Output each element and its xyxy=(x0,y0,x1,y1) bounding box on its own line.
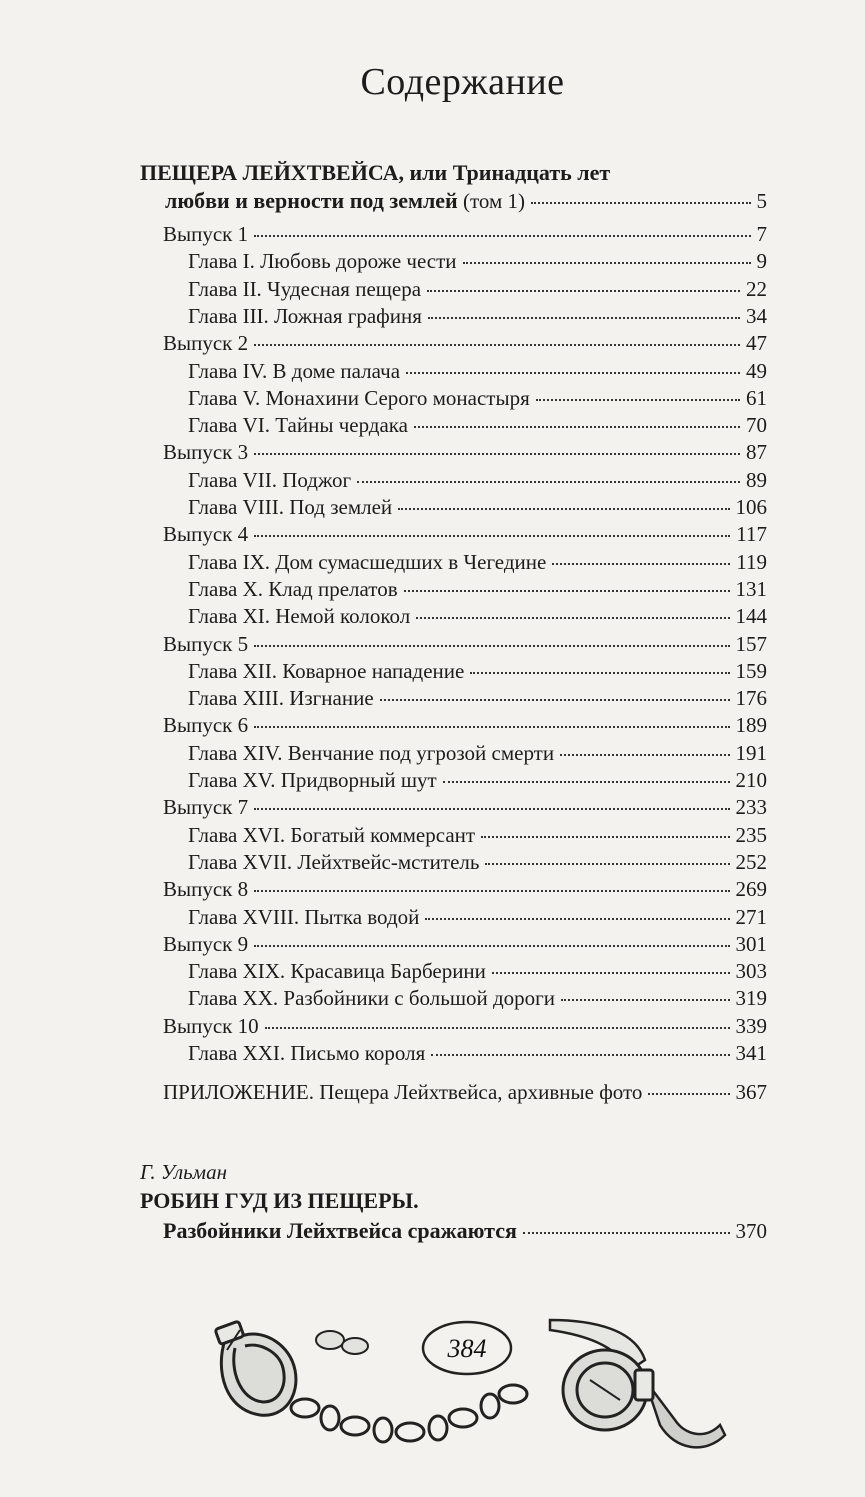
toc-issue-entry xyxy=(163,795,767,820)
entry-title: Глава VI. Тайны чердака xyxy=(188,413,409,438)
dot-leader xyxy=(416,617,729,619)
book2-title: РОБИН ГУД ИЗ ПЕЩЕРЫ. xyxy=(140,1188,419,1213)
entry-title: Выпуск 6 xyxy=(163,713,249,738)
entry-title: Выпуск 5 xyxy=(163,631,249,656)
dot-leader xyxy=(254,890,729,892)
toc-chapter-entry xyxy=(188,823,767,848)
dot-leader xyxy=(380,699,730,701)
dot-leader xyxy=(254,808,729,810)
dot-leader xyxy=(431,1054,729,1056)
dot-leader xyxy=(463,262,751,264)
toc-issue-entry xyxy=(163,222,767,247)
book2-subtitle: Разбойники Лейхтвейса сражаются xyxy=(163,1218,517,1243)
page-number: 303 xyxy=(735,959,767,984)
page-number: 144 xyxy=(735,604,767,629)
page-number: 119 xyxy=(736,549,767,574)
entry-title: Глава XIII. Изгнание xyxy=(188,686,374,711)
toc-chapter-entry xyxy=(188,604,767,629)
toc-issue-entry xyxy=(163,877,767,902)
toc-chapter-entry xyxy=(188,905,767,930)
entry-title: Глава XVII. Лейхтвейс-мститель xyxy=(188,849,480,874)
dot-leader xyxy=(406,372,740,374)
page-number: 157 xyxy=(735,631,767,656)
dot-leader xyxy=(398,508,729,510)
dot-leader xyxy=(254,235,750,237)
entry-title: Глава V. Монахини Серого монастыря xyxy=(188,385,530,410)
entry-title: Глава VIII. Под землей xyxy=(188,495,393,519)
dot-leader xyxy=(523,1232,730,1234)
page-number-text: 384 xyxy=(447,1334,487,1363)
entry-title: Глава XX. Разбойники с большой дороги xyxy=(188,986,556,1011)
toc-chapter-entry xyxy=(188,249,767,274)
toc-chapter-entry xyxy=(188,768,767,793)
entry-title: Выпуск 7 xyxy=(163,795,249,820)
book2-author: Г. Ульман xyxy=(140,1160,227,1184)
page-number: 233 xyxy=(735,795,767,820)
shackles-ornament xyxy=(205,1300,735,1460)
toc-chapter-entry xyxy=(188,468,767,493)
entry-title: Глава XVI. Богатый коммерсант xyxy=(188,822,476,847)
page-number: 367 xyxy=(735,1080,767,1105)
page-number: 189 xyxy=(735,713,767,738)
page-number: 89 xyxy=(746,467,767,492)
entry-title: Выпуск 10 xyxy=(163,1013,259,1038)
toc-chapter-entry xyxy=(188,386,767,411)
dot-leader xyxy=(254,453,740,455)
dot-leader xyxy=(481,836,729,838)
entry-title: Глава I. Любовь дороже чести xyxy=(188,249,457,274)
toc-issue-entry xyxy=(163,1014,767,1039)
toc-chapter-entry xyxy=(188,413,767,438)
entry-title: Глава VII. Поджог xyxy=(188,467,352,492)
page-number: 159 xyxy=(735,658,767,683)
entry-title: Глава IV. В доме палача xyxy=(188,358,401,383)
toc-issue-entry xyxy=(163,713,767,738)
page-number: 49 xyxy=(746,358,767,383)
entry-title: Глава XIV. Венчание под угрозой смерти xyxy=(188,740,555,765)
page-number: 47 xyxy=(746,331,767,356)
entry-title: Глава XVIII. Пытка водой xyxy=(188,904,420,929)
dot-leader xyxy=(427,290,740,292)
page-number: 269 xyxy=(735,877,767,902)
toc-issue-entry xyxy=(163,1080,767,1105)
page-title: Содержание xyxy=(360,61,565,103)
book1-title-line2-text: любви и верности под землей (том 1) xyxy=(165,188,526,213)
page-number: 117 xyxy=(736,522,767,547)
toc-chapter-entry xyxy=(188,741,767,766)
dot-leader xyxy=(560,754,729,756)
dot-leader xyxy=(428,317,740,319)
book1-title-line1: ПЕЩЕРА ЛЕЙХТВЕЙСА, или Тринадцать лет xyxy=(140,160,611,185)
page-number: 22 xyxy=(746,276,767,301)
page-number: 70 xyxy=(746,413,767,438)
dot-leader xyxy=(552,563,730,565)
dot-leader xyxy=(254,726,729,728)
toc-chapter-entry xyxy=(188,959,767,984)
page-number: 252 xyxy=(735,849,767,874)
entry-title: Глава X. Клад прелатов xyxy=(188,576,398,601)
page-number: 191 xyxy=(735,740,767,765)
entry-title: Глава III. Ложная графиня xyxy=(188,303,422,328)
entry-title: Глава XXI. Письмо короля xyxy=(188,1041,426,1065)
dot-leader xyxy=(492,972,730,974)
dot-leader xyxy=(470,672,729,674)
book1-title-line2 xyxy=(165,188,767,214)
page-number: 9 xyxy=(756,249,767,274)
toc-issue-entry xyxy=(163,331,767,356)
toc-chapter-entry xyxy=(188,495,767,520)
dot-leader xyxy=(485,863,729,865)
toc-chapter-entry xyxy=(188,550,767,575)
page-number: 176 xyxy=(735,686,767,711)
page-number-badge xyxy=(423,1322,511,1374)
page-number: 34 xyxy=(746,303,767,328)
entry-title: Выпуск 2 xyxy=(163,331,249,356)
toc-chapter-entry xyxy=(188,686,767,711)
page-number: 370 xyxy=(735,1219,767,1243)
page-number: 319 xyxy=(735,986,767,1011)
dot-leader xyxy=(254,535,730,537)
dot-leader xyxy=(254,945,729,947)
dot-leader xyxy=(536,399,740,401)
dot-leader xyxy=(425,918,729,920)
toc-chapter-entry xyxy=(188,577,767,602)
page-number: 271 xyxy=(735,904,767,929)
toc-chapter-entry xyxy=(188,304,767,329)
dot-leader xyxy=(357,481,740,483)
toc-chapter-entry xyxy=(188,1041,767,1066)
page-number: 210 xyxy=(735,768,767,792)
dot-leader xyxy=(531,202,750,204)
dot-leader xyxy=(254,344,740,346)
entry-title: Выпуск 4 xyxy=(163,522,249,547)
page-number: 339 xyxy=(735,1013,767,1038)
toc-chapter-entry xyxy=(188,986,767,1011)
dot-leader xyxy=(648,1093,729,1095)
dot-leader xyxy=(265,1027,730,1029)
book2-subtitle-line xyxy=(163,1218,767,1244)
toc-chapter-entry xyxy=(188,277,767,302)
page-number: 106 xyxy=(735,495,767,519)
entry-title: ПРИЛОЖЕНИЕ. Пещера Лейхтвейса, архивные фото xyxy=(163,1080,643,1105)
entry-title: Выпуск 8 xyxy=(163,877,249,902)
page-number: 235 xyxy=(735,822,767,847)
shackle-left-icon xyxy=(215,1321,296,1415)
entry-title: Глава IX. Дом сумасшедших в Чегедине xyxy=(188,549,547,574)
page-number: 131 xyxy=(735,576,767,601)
page-number: 87 xyxy=(746,440,767,465)
entry-title: Выпуск 3 xyxy=(163,440,249,465)
entry-title: Глава XV. Придворный шут xyxy=(188,768,437,792)
toc-issue-entry xyxy=(163,932,767,957)
dot-leader xyxy=(404,590,730,592)
dot-leader xyxy=(254,645,729,647)
chain-icon xyxy=(291,1385,527,1442)
entry-title: Глава II. Чудесная пещера xyxy=(188,276,422,301)
entry-title: Глава XI. Немой колокол xyxy=(188,604,411,629)
dot-leader xyxy=(443,781,730,783)
dot-leader xyxy=(414,426,740,428)
page-number: 7 xyxy=(756,222,767,246)
coins-icon xyxy=(316,1331,368,1354)
entry-title: Глава XIX. Красавица Барберини xyxy=(188,959,486,984)
toc-issue-entry xyxy=(163,522,767,547)
toc-issue-entry xyxy=(163,632,767,657)
page-number: 5 xyxy=(756,189,767,213)
toc-chapter-entry xyxy=(188,359,767,384)
page-number: 341 xyxy=(735,1041,767,1065)
toc-chapter-entry xyxy=(188,659,767,684)
dot-leader xyxy=(561,999,729,1001)
entry-title: Выпуск 1 xyxy=(163,222,249,246)
page-number: 301 xyxy=(735,931,767,956)
page-number: 61 xyxy=(746,385,767,410)
entry-title: Глава XII. Коварное нападение xyxy=(188,658,465,683)
toc-chapter-entry xyxy=(188,850,767,875)
toc-issue-entry xyxy=(163,440,767,465)
entry-title: Выпуск 9 xyxy=(163,931,249,956)
